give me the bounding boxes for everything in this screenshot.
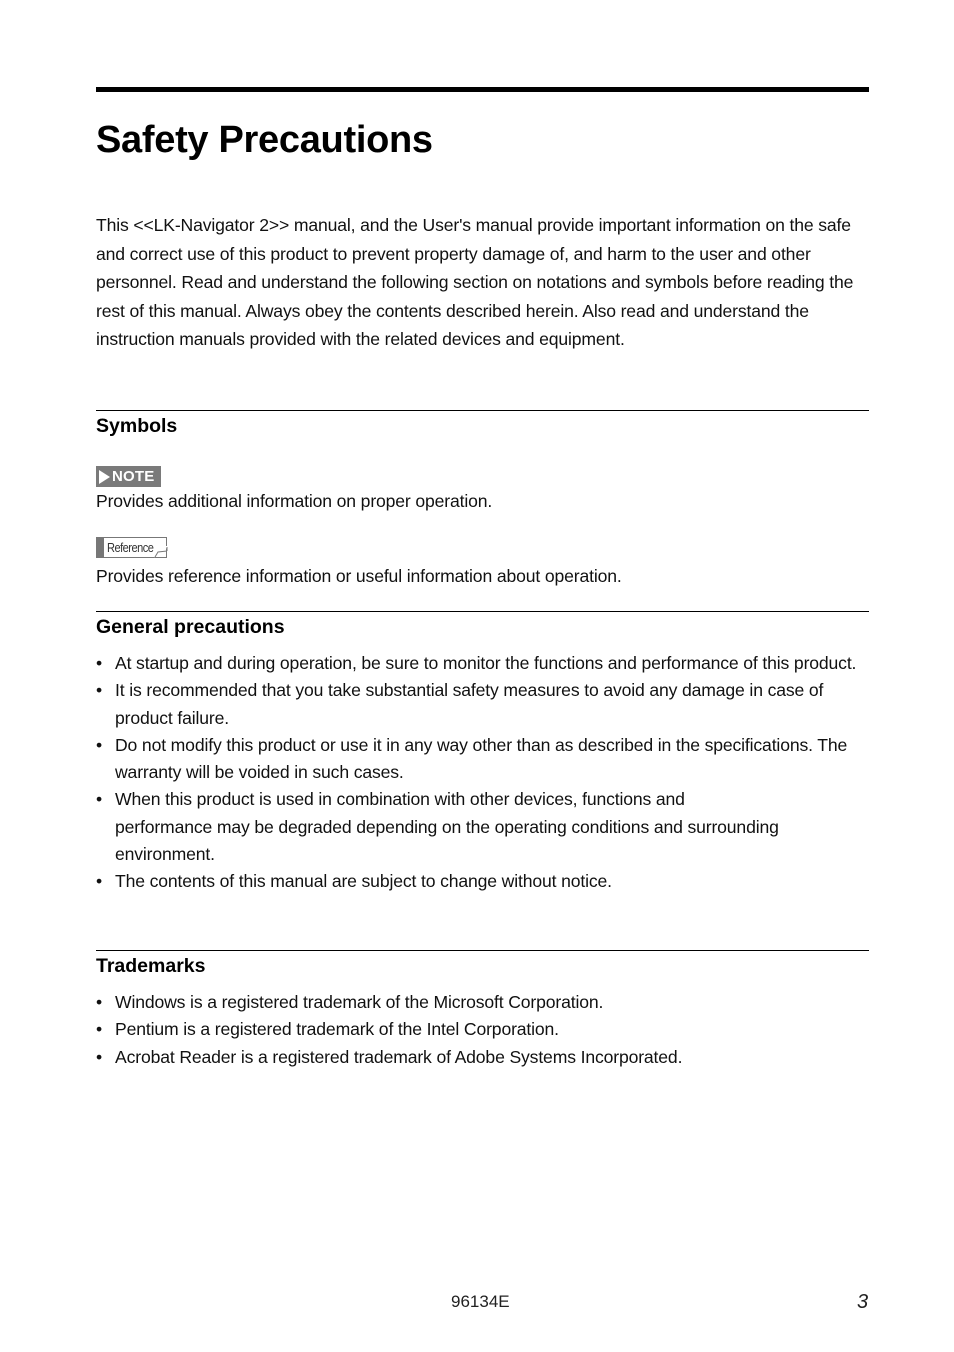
list-item [96, 868, 869, 895]
bullet-icon: • [96, 1046, 103, 1067]
list-item [96, 677, 869, 732]
reference-description: Provides reference information or useful information about operation. [96, 565, 622, 586]
note-symbol-block [96, 466, 869, 514]
list-item [96, 1044, 869, 1071]
note-badge-icon [96, 466, 161, 487]
page-number: 3 [857, 1291, 869, 1313]
trademarks-list [96, 989, 869, 1071]
list-item [96, 650, 869, 677]
list-item-text: At startup and during operation, be sure to monitor the functions and performance of this product. [115, 653, 857, 673]
page-curl-icon [154, 546, 168, 558]
reference-symbol-block [96, 537, 869, 589]
symbols-section [96, 410, 869, 589]
bullet-icon: • [96, 680, 103, 701]
list-item-text: The contents of this manual are subject to change without notice. [115, 871, 612, 892]
general-precautions-heading: General precautions [96, 616, 285, 638]
list-item [96, 732, 869, 787]
symbols-heading: Symbols [96, 415, 178, 437]
bullet-icon: • [96, 992, 103, 1012]
intro-paragraph: This <<LK-Navigator 2>> manual, and the User's manual provide important information on the safe and correct use of this product to prevent property damage of, and harm to the user and other personnel. Read and understand the following section on notations and symbols before reading the rest of this manual. Always obey the contents described herein. Also read and understand the instruction manuals provided with the related devices and equipment. [96, 215, 854, 349]
list-item [96, 786, 869, 868]
reference-badge-icon [96, 537, 168, 558]
section-divider [96, 950, 869, 951]
note-badge-label: NOTE [112, 468, 155, 485]
trademarks-heading: Trademarks [96, 955, 206, 977]
document-code: 96134E [451, 1292, 510, 1311]
reference-badge-label: Reference [107, 539, 154, 555]
section-divider [96, 611, 869, 612]
bullet-icon: • [96, 871, 103, 892]
general-precautions-list [96, 650, 869, 896]
list-item-text: It is recommended that you take substantial safety measures to avoid any damage in case of product failure. [115, 680, 824, 728]
general-precautions-section [96, 611, 869, 896]
list-item [96, 1016, 869, 1043]
bullet-icon: • [96, 1019, 103, 1040]
list-item-text: When this product is used in combination with other devices, functions and performance may be degraded depending on the operating conditions and surrounding environment. [115, 789, 779, 865]
list-item-text: Windows is a registered trademark of the Microsoft Corporation. [115, 992, 604, 1012]
note-description: Provides additional information on proper operation. [96, 490, 493, 511]
list-item-text: Pentium is a registered trademark of the Intel Corporation. [115, 1019, 559, 1040]
list-item-text: Do not modify this product or use it in any way other than as described in the specifications. The warranty will be voided in such cases. [115, 734, 848, 783]
play-triangle-icon [99, 470, 110, 484]
page-title: Safety Precautions [96, 119, 433, 161]
bullet-icon: • [96, 734, 103, 755]
reference-badge-bar [96, 537, 104, 558]
section-divider [96, 410, 869, 411]
trademarks-section [96, 950, 869, 1071]
top-rule-divider [96, 87, 869, 92]
list-item-text: Acrobat Reader is a registered trademark of Adobe Systems Incorporated. [115, 1046, 683, 1067]
bullet-icon: • [96, 789, 103, 810]
bullet-icon: • [96, 653, 103, 673]
list-item [96, 989, 869, 1016]
